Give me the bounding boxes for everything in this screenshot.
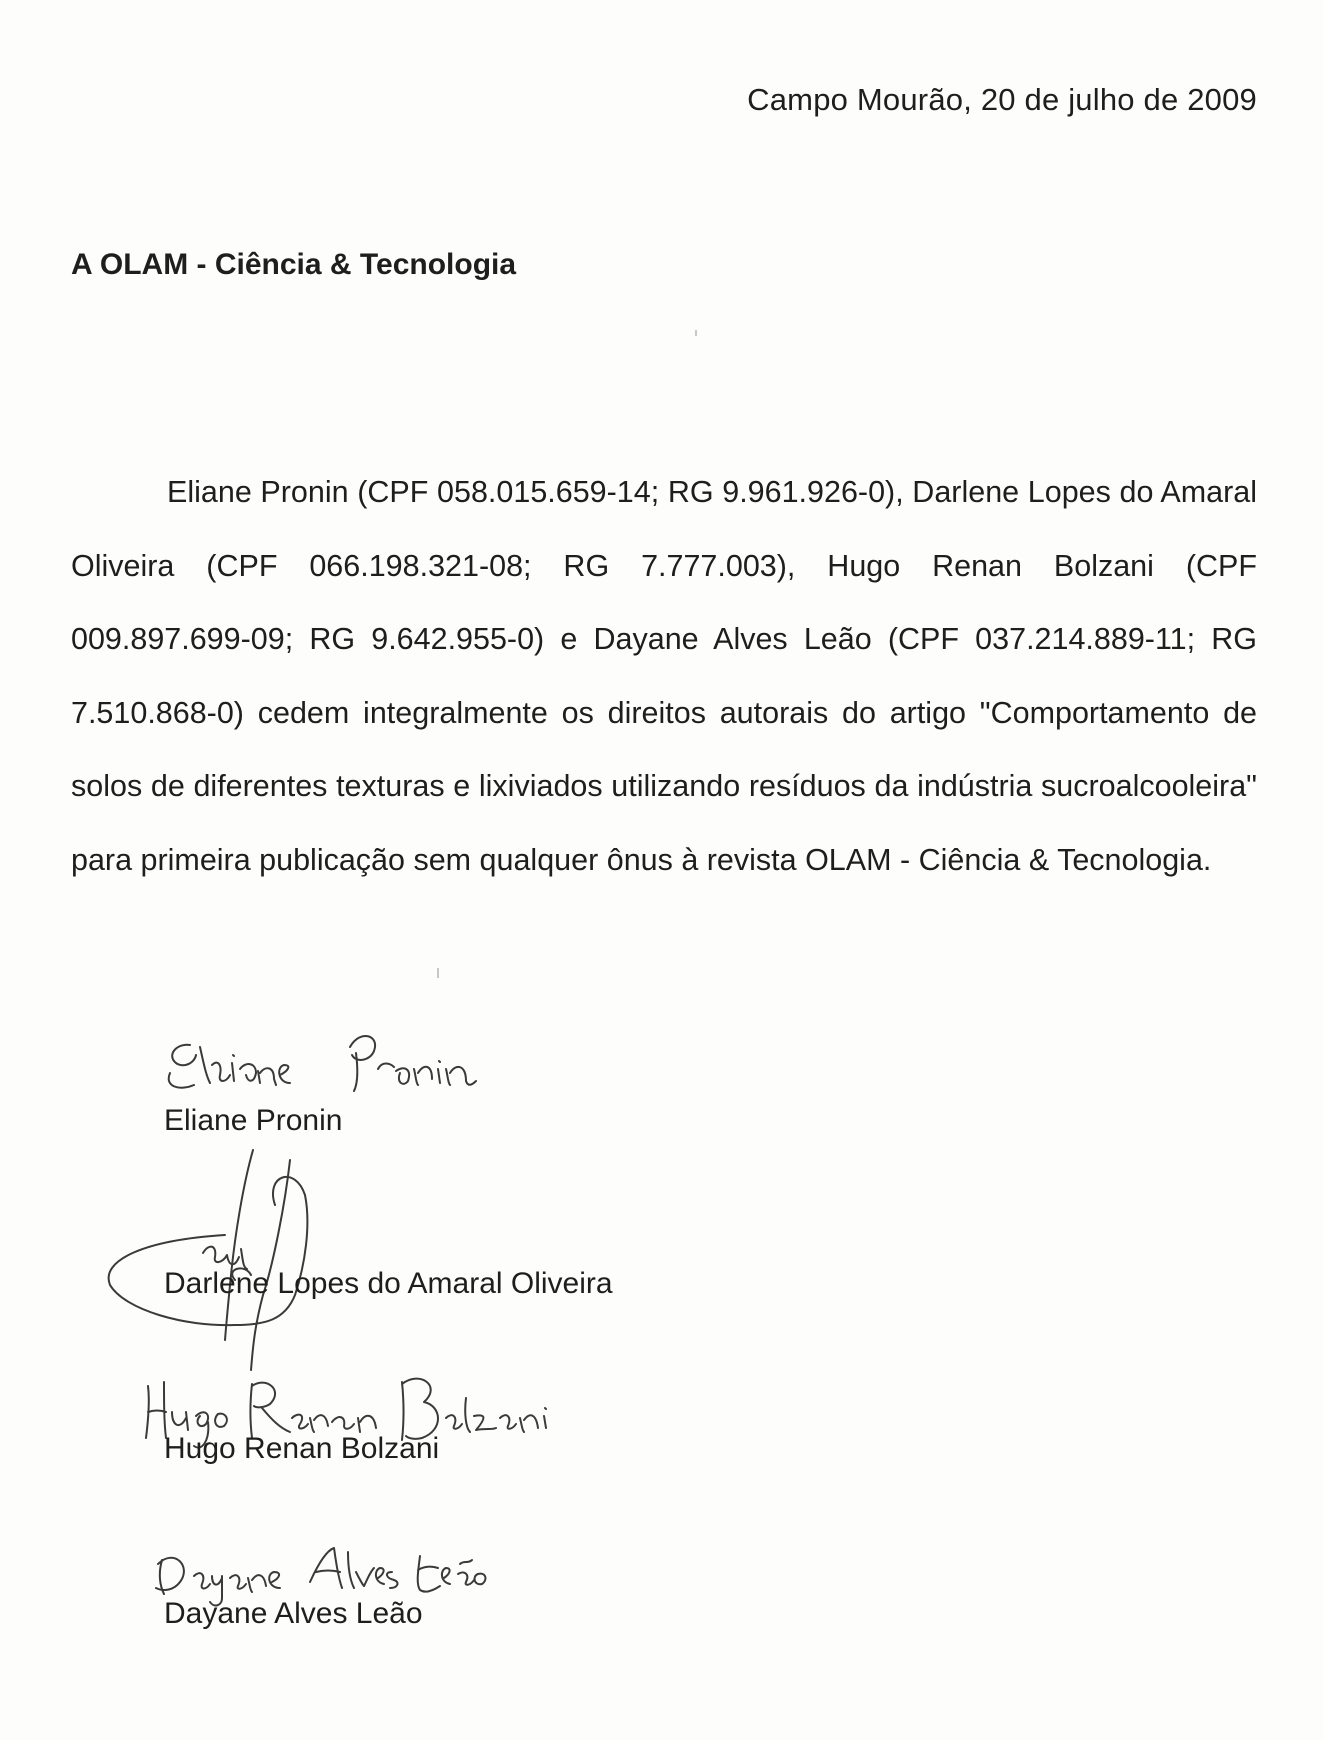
place-date: Campo Mourão, 20 de julho de 2009	[747, 82, 1257, 117]
signature-name-eliane: Eliane Pronin	[164, 1104, 343, 1137]
signature-eliane-pronin	[160, 1025, 540, 1100]
signature-name-dayane: Dayane Alves Leão	[164, 1597, 423, 1630]
signature-darlene-oliveira	[105, 1145, 405, 1375]
scan-speck	[437, 968, 439, 978]
signature-name-darlene: Darlene Lopes do Amaral Oliveira	[164, 1267, 613, 1300]
scan-speck	[695, 330, 697, 336]
addressee-heading: A OLAM - Ciência & Tecnologia	[71, 248, 517, 281]
letter-body: Eliane Pronin (CPF 058.015.659-14; RG 9.961.926-0), Darlene Lopes do Amaral Oliveira (CPF 066.198.321-08; RG 7.777.003), Hugo Renan Bolzani (CPF 009.897.699-09; RG 9.642.955-0) e Dayane Alves Leão (CPF 037.214.889-11; RG 7.510.868-0) cedem integralmente os direitos autorais do artigo "Comportamento de solos de diferentes texturas e lixiviados utilizando resíduos da indústria sucroalcooleira" para primeira publicação sem qualquer ônus à revista OLAM - Ciência & Tecnologia.	[71, 475, 1257, 877]
signature-name-hugo: Hugo Renan Bolzani	[164, 1432, 440, 1465]
